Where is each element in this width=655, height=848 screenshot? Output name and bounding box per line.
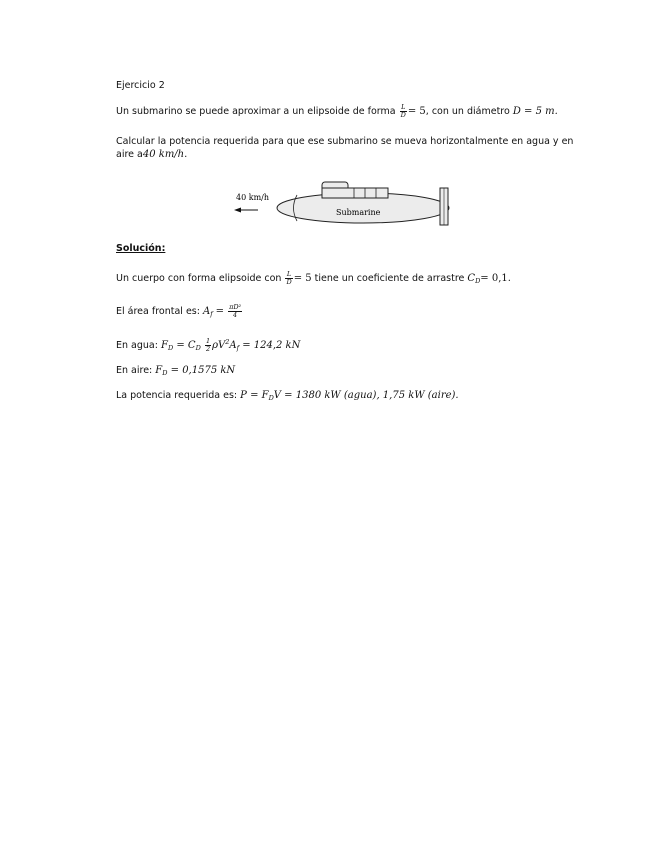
p1-text2: , con un diámetro (425, 106, 510, 117)
p1-text: Un submarino se puede aproximar a un elipsoide de forma (116, 106, 396, 117)
solution-line-1: Un cuerpo con forma elipsoide con $\frac{L}{D}$ = 5 tiene un coeficiente de arrastre $C_D= 0,1$. (116, 270, 511, 286)
conning-tower-base (322, 188, 388, 198)
p2-line1: Calcular la potencia requerida para que ese submarino se mueva horizontalmente en agua y en (116, 136, 574, 147)
half-fraction: $\frac{1}{2}$ (205, 337, 211, 353)
problem-statement-2 (116, 135, 573, 161)
drag-force-air: $F_D = 0,1575$ kN (155, 365, 236, 377)
p2-line2: aire a40 km/h. (116, 149, 188, 160)
p1-diameter: D = 5 m. (512, 106, 558, 117)
solution-line-3: En agua: $F_D = C_D$ $\frac{1}{2}$ $\rho V^2A_f = 124,2$ kN (116, 337, 301, 353)
drag-coefficient: $C_D$ (467, 273, 481, 285)
area-fraction: $\frac{\text{πD²}}{4}$ (229, 303, 242, 319)
l-over-d-fraction: $\frac{L}{D}$ (400, 103, 406, 119)
solution-heading: Solución: (116, 243, 166, 254)
solution-line-5: La potencia requerida es: $P = F_DV = 1380$ kW (agua), 1,75 kW (aire). (116, 390, 459, 402)
speed-label: 40 km/h (236, 193, 270, 202)
power-result: $P = F_DV = 1380$ kW (agua), 1,75 kW (aire). (240, 390, 459, 402)
l-over-d-fraction-2: $\frac{L}{D}$ (286, 270, 292, 286)
problem-statement-1 (116, 104, 558, 119)
solution-line-2: El área frontal es: $A_f$ = $\frac{\text{πD²}}{4}$ (116, 303, 242, 319)
submarine-figure (230, 178, 460, 230)
frontal-area: $A_f$ (202, 306, 213, 318)
exercise-title: Ejercicio 2 (116, 80, 165, 91)
drag-force-water: $F_D = C_D$ $\frac{1}{2}$ $\rho V^2A_f = 124,2$ kN (160, 337, 301, 353)
submarine-label: Submarine (336, 208, 381, 217)
p2-speed: 40 km/h. (142, 149, 188, 160)
velocity-arrow-head (234, 208, 241, 213)
p1-eq: = 5 (407, 106, 426, 117)
solution-line-4: En aire: $F_D = 0,1575$ kN (116, 365, 236, 377)
